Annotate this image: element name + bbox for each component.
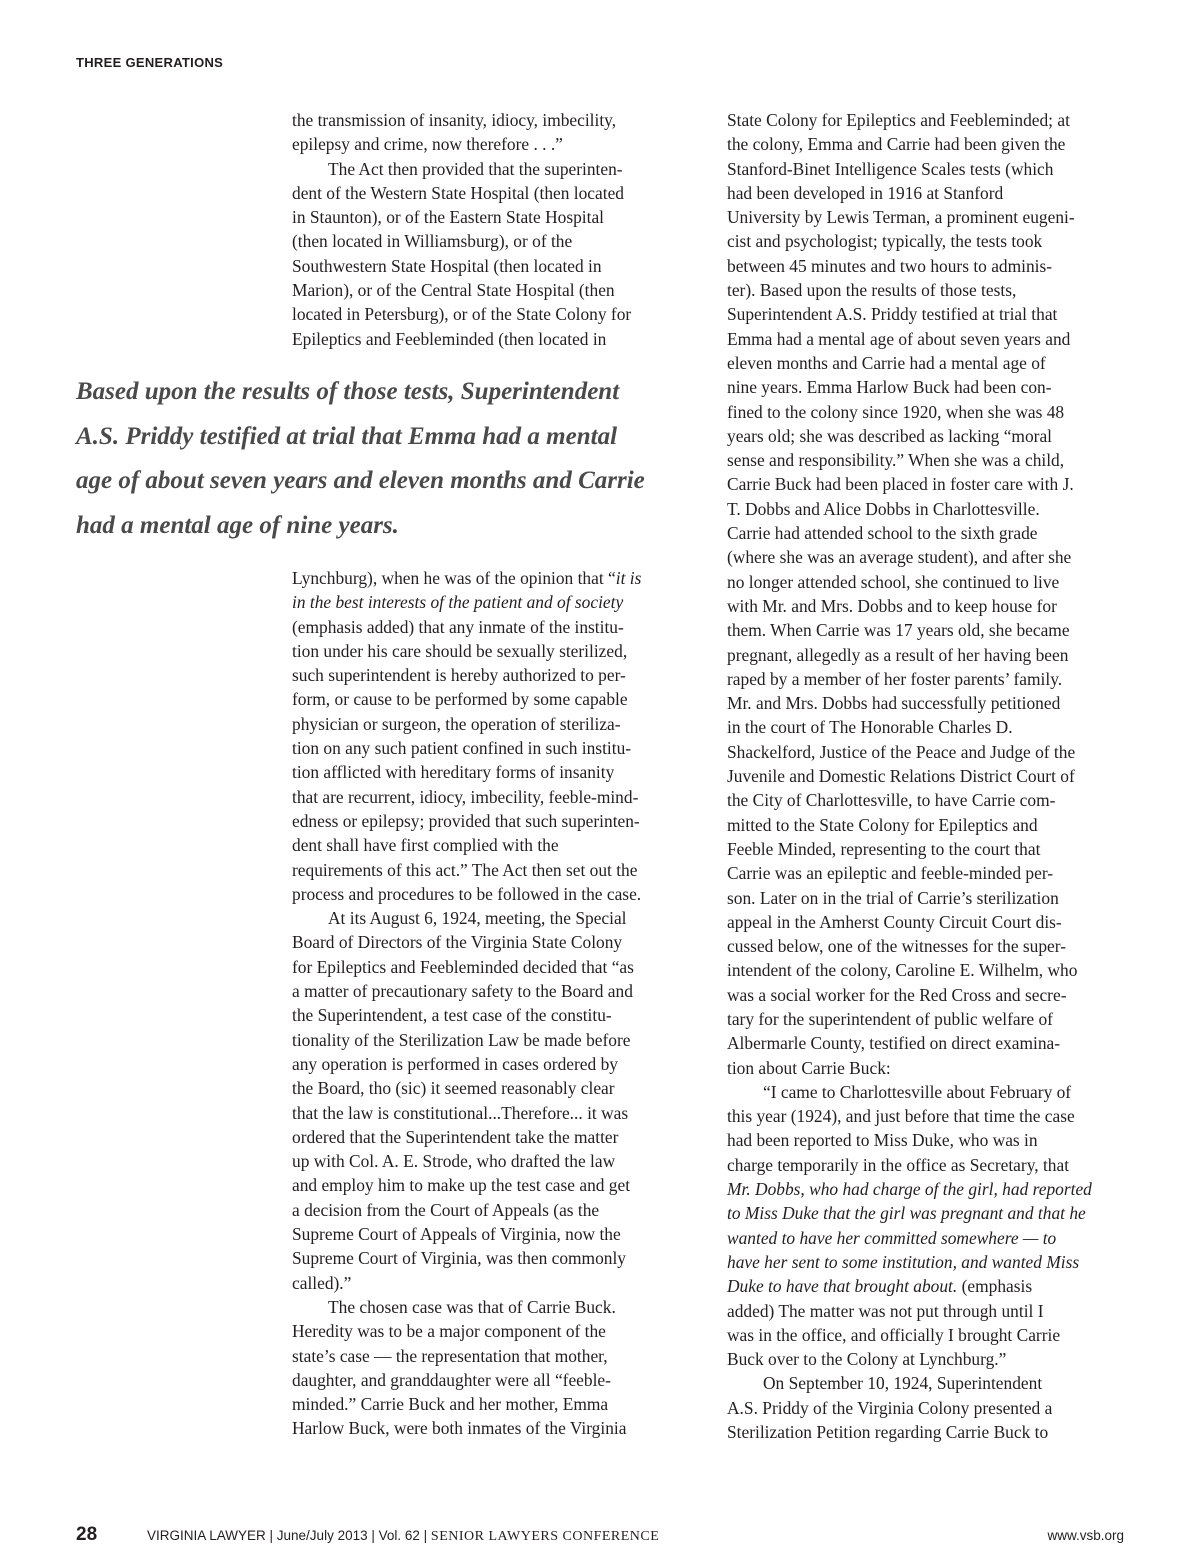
text-segment: Heredity was to be a major component of the [292, 1321, 606, 1342]
text-segment: the City of Charlottesville, to have Carrie com- [727, 790, 1056, 811]
text-segment: Feeble Minded, representing to the court that [727, 838, 1041, 859]
text-line [292, 955, 641, 979]
text-line [727, 813, 1092, 837]
text-line [727, 667, 1092, 691]
text-line [727, 1031, 1092, 1055]
text-segment: was a social worker for the Red Cross and secre- [727, 984, 1067, 1005]
text-line [727, 1153, 1092, 1177]
text-line [292, 1246, 641, 1270]
journal-info [147, 1528, 659, 1545]
text-line [292, 882, 641, 906]
pull-quote-line: Based upon the results of those tests, Superintendent [76, 378, 620, 405]
text-segment: physician or surgeon, the operation of steriliza- [292, 713, 621, 734]
text-line [727, 618, 1092, 642]
text-segment: and employ him to make up the test case and get [292, 1175, 631, 1196]
text-segment: the Board, tho (sic) it seemed reasonably clear [292, 1078, 615, 1099]
text-segment: Board of Directors of the Virginia State Colony [292, 932, 623, 953]
italic-text: Mr. Dobbs, who had charge of the girl, had reported [727, 1179, 1092, 1200]
section-header: THREE GENERATIONS [76, 55, 224, 70]
text-line [292, 1344, 641, 1368]
text-segment: called).” [292, 1272, 352, 1293]
text-line [727, 1201, 1092, 1225]
journal-issue: VIRGINIA LAWYER | June/July 2013 | Vol. 62 | [147, 1528, 431, 1543]
text-line [727, 108, 1092, 132]
page-footer [0, 1524, 1200, 1552]
text-line [292, 712, 641, 736]
text-line [727, 740, 1092, 764]
text-line [727, 764, 1092, 788]
pull-quote [76, 370, 716, 548]
text-segment: was in the office, and officially I brought Carrie [727, 1324, 1061, 1345]
text-line [292, 278, 631, 302]
text-line [292, 1392, 641, 1416]
text-line [727, 229, 1092, 253]
text-segment: tionality of the Sterilization Law be made before [292, 1029, 631, 1050]
text-segment: the transmission of insanity, idiocy, imbecility, [292, 110, 617, 130]
text-line [292, 590, 641, 614]
text-line [292, 1222, 641, 1246]
text-line [292, 205, 631, 229]
text-segment: appeal in the Amherst County Circuit Court dis- [727, 911, 1062, 932]
column-2-text [727, 108, 1092, 1444]
text-line [727, 1177, 1092, 1201]
text-line [727, 886, 1092, 910]
text-segment: Southwestern State Hospital (then located in [292, 255, 602, 276]
text-line [727, 958, 1092, 982]
text-line [727, 375, 1092, 399]
text-segment: a matter of precautionary safety to the Board and [292, 981, 633, 1002]
text-line [292, 108, 631, 132]
text-line [292, 1125, 641, 1149]
text-segment: Epileptics and Feebleminded (then located in [292, 328, 607, 349]
text-segment: mitted to the State Colony for Epileptics and [727, 814, 1038, 835]
text-line [292, 566, 641, 590]
text-line [727, 594, 1092, 618]
text-line [727, 181, 1092, 205]
text-line [727, 837, 1092, 861]
italic-text: Duke to have that brought about. [727, 1276, 958, 1297]
text-line [727, 715, 1092, 739]
text-segment: for Epileptics and Feebleminded decided that “as [292, 956, 634, 977]
text-segment: the colony, Emma and Carrie had been given the [727, 134, 1066, 155]
pull-quote-line: A.S. Priddy testified at trial that Emma had a mental [76, 422, 618, 450]
text-line [292, 327, 631, 351]
text-line [292, 1319, 641, 1343]
text-segment: Carrie Buck had been placed in foster care with J. [727, 474, 1074, 495]
text-segment: Juvenile and Domestic Relations District Court of [727, 766, 1075, 787]
text-segment: sense and responsibility.” When she was a child, [727, 450, 1065, 471]
text-segment: tary for the superintendent of public welfare of [727, 1008, 1053, 1029]
text-segment: daughter, and granddaughter were all “feeble- [292, 1369, 611, 1390]
text-line [727, 910, 1092, 934]
text-segment: no longer attended school, she continued to live [727, 571, 1060, 592]
text-segment: a decision from the Court of Appeals (as the [292, 1199, 600, 1220]
text-line [727, 983, 1092, 1007]
text-segment: The Act then provided that the superinten- [328, 158, 623, 179]
text-line [292, 1003, 641, 1027]
text-segment: added) The matter was not put through until I [727, 1300, 1044, 1321]
text-segment: Albermarle County, testified on direct examina- [727, 1033, 1061, 1054]
text-segment: ter). Based upon the results of those tests, [727, 280, 1017, 301]
text-segment: pregnant, allegedly as a result of her having been [727, 644, 1069, 665]
text-segment: any operation is performed in cases ordered by [292, 1053, 618, 1074]
text-line [727, 205, 1092, 229]
column-1-top-text [292, 108, 631, 351]
italic-text: to Miss Duke that the girl was pregnant and that he [727, 1203, 1086, 1224]
text-segment: “I came to Charlottesville about February of [763, 1081, 1072, 1102]
text-line [292, 157, 631, 181]
text-segment: dent shall have first complied with the [292, 835, 559, 856]
text-line [727, 788, 1092, 812]
text-line [292, 181, 631, 205]
text-line [292, 809, 641, 833]
text-segment: cist and psychologist; typically, the tests took [727, 231, 1043, 252]
text-segment: Buck over to the Colony at Lynchburg.” [727, 1349, 1007, 1370]
text-line [727, 691, 1092, 715]
text-line [727, 1371, 1092, 1395]
text-segment: Carrie was an epileptic and feeble-minded per- [727, 863, 1054, 884]
italic-text: it is [615, 568, 642, 588]
text-line [292, 1295, 641, 1319]
text-line [727, 497, 1092, 521]
text-segment: minded.” Carrie Buck and her mother, Emma [292, 1394, 609, 1415]
text-segment: On September 10, 1924, Superintendent [763, 1373, 1043, 1394]
text-segment: eleven months and Carrie had a mental age of [727, 352, 1046, 373]
text-line [727, 1396, 1092, 1420]
text-segment: State Colony for Epileptics and Feebleminded; at [727, 110, 1070, 130]
text-segment: that the law is constitutional...Therefore... it was [292, 1102, 629, 1123]
pull-quote-line: age of about seven years and eleven months and Carrie [76, 467, 645, 494]
text-segment: raped by a member of her foster parents’ family. [727, 668, 1063, 689]
text-line [292, 785, 641, 809]
text-segment: this year (1924), and just before that time the case [727, 1106, 1075, 1127]
text-line [292, 615, 641, 639]
text-line [727, 861, 1092, 885]
text-segment: Marion), or of the Central State Hospital (then [292, 280, 615, 301]
text-line [292, 930, 641, 954]
text-line [727, 400, 1092, 424]
text-segment: Shackelford, Justice of the Peace and Judge of the [727, 741, 1076, 762]
text-line [292, 1076, 641, 1100]
text-line [727, 1080, 1092, 1104]
text-segment: University by Lewis Terman, a prominent eugeni- [727, 207, 1075, 228]
text-segment: state’s case — the representation that mother, [292, 1345, 608, 1366]
text-line [292, 229, 631, 253]
text-line [292, 1028, 641, 1052]
text-segment: At its August 6, 1924, meeting, the Special [328, 908, 627, 929]
text-line [292, 1052, 641, 1076]
text-line [292, 760, 641, 784]
text-segment: in the court of The Honorable Charles D. [727, 717, 1013, 738]
text-line [292, 687, 641, 711]
text-segment: cussed below, one of the witnesses for the super- [727, 936, 1066, 957]
text-segment: A.S. Priddy of the Virginia Colony presented a [727, 1397, 1053, 1418]
text-segment: Lynchburg), when he was of the opinion that “ [292, 568, 616, 588]
text-segment: the Superintendent, a test case of the constitu- [292, 1005, 612, 1026]
text-line [727, 278, 1092, 302]
text-segment: Harlow Buck, were both inmates of the Virginia [292, 1418, 627, 1439]
text-segment: that are recurrent, idiocy, imbecility, feeble-mind- [292, 786, 639, 807]
text-line [292, 979, 641, 1003]
text-line [727, 1250, 1092, 1274]
text-line [292, 1101, 641, 1125]
text-segment: Supreme Court of Virginia, was then commonly [292, 1248, 627, 1269]
text-line [727, 1056, 1092, 1080]
text-segment: up with Col. A. E. Strode, who drafted the law [292, 1151, 616, 1172]
text-segment: such superintendent is hereby authorized to per- [292, 665, 626, 686]
website-link[interactable]: www.vsb.org [1047, 1528, 1124, 1543]
text-line [727, 643, 1092, 667]
text-line [727, 1420, 1092, 1444]
text-segment: (where she was an average student), and after she [727, 547, 1072, 568]
text-line [292, 302, 631, 326]
text-segment: tion about Carrie Buck: [727, 1057, 891, 1078]
text-segment: requirements of this act.” The Act then set out the [292, 859, 638, 880]
text-segment: tion on any such patient confined in such institu- [292, 738, 632, 759]
text-segment: Carrie had attended school to the sixth grade [727, 523, 1038, 544]
text-segment: had been reported to Miss Duke, who was in [727, 1130, 1038, 1151]
text-segment: (emphasis [957, 1276, 1033, 1297]
text-line [727, 1323, 1092, 1347]
text-segment: Stanford-Binet Intelligence Scales tests (which [727, 158, 1054, 179]
text-line [727, 545, 1092, 569]
text-segment: nine years. Emma Harlow Buck had been con- [727, 377, 1052, 398]
text-line [727, 934, 1092, 958]
text-line [727, 1104, 1092, 1128]
text-line [292, 833, 641, 857]
text-segment: epilepsy and crime, now therefore . . .” [292, 134, 563, 155]
text-segment: charge temporarily in the office as Secretary, that [727, 1154, 1070, 1175]
text-segment: Emma had a mental age of about seven years and [727, 328, 1071, 349]
text-line [292, 906, 641, 930]
text-segment: (emphasis added) that any inmate of the institu- [292, 616, 624, 637]
text-segment: between 45 minutes and two hours to adminis- [727, 255, 1053, 276]
text-segment: Sterilization Petition regarding Carrie Buck to [727, 1422, 1049, 1443]
text-line [292, 639, 641, 663]
text-segment: years old; she was described as lacking “moral [727, 425, 1052, 446]
text-line [727, 254, 1092, 278]
italic-text: wanted to have her committed somewhere — to [727, 1227, 1057, 1248]
pull-quote-line: had a mental age of nine years. [76, 511, 399, 539]
text-segment: fined to the colony since 1920, when she was 48 [727, 401, 1065, 422]
text-line [727, 1128, 1092, 1152]
text-segment: Supreme Court of Appeals of Virginia, now the [292, 1224, 621, 1245]
text-line [727, 1007, 1092, 1031]
text-line [727, 157, 1092, 181]
text-segment: tion afflicted with hereditary forms of insanity [292, 762, 615, 783]
text-line [727, 1347, 1092, 1371]
text-line [292, 1271, 641, 1295]
text-segment: in Staunton), or of the Eastern State Hospital [292, 207, 605, 228]
text-segment: edness or epilepsy; provided that such superinten- [292, 810, 640, 831]
text-line [292, 1149, 641, 1173]
text-segment: had been developed in 1916 at Stanford [727, 182, 1004, 203]
column-1-bottom-text [292, 566, 641, 1441]
text-segment: The chosen case was that of Carrie Buck. [328, 1296, 616, 1317]
text-segment: intendent of the colony, Caroline E. Wilhelm, who [727, 960, 1078, 981]
text-segment: dent of the Western State Hospital (then located [292, 182, 624, 203]
text-line [727, 327, 1092, 351]
italic-text: in the best interests of the patient and of society [292, 592, 624, 613]
text-line [727, 132, 1092, 156]
conference-name: SENIOR LAWYERS CONFERENCE [430, 1529, 660, 1544]
text-segment: them. When Carrie was 17 years old, she became [727, 620, 1070, 641]
text-line [292, 132, 631, 156]
text-line [292, 1368, 641, 1392]
text-segment: (then located in Williamsburg), or of the [292, 231, 573, 252]
text-line [727, 448, 1092, 472]
text-segment: located in Petersburg), or of the State Colony for [292, 304, 632, 325]
text-line [727, 1274, 1092, 1298]
text-segment: process and procedures to be followed in the case. [292, 883, 642, 904]
text-segment: with Mr. and Mrs. Dobbs and to keep house for [727, 595, 1057, 616]
text-segment: Mr. and Mrs. Dobbs had successfully petitioned [727, 693, 1061, 714]
text-line [292, 1416, 641, 1440]
text-segment: son. Later on in the trial of Carrie’s sterilization [727, 887, 1059, 908]
text-line [727, 1226, 1092, 1250]
text-segment: T. Dobbs and Alice Dobbs in Charlottesville. [727, 498, 1040, 519]
text-line [727, 351, 1092, 375]
text-line [727, 472, 1092, 496]
page-number: 28 [76, 1524, 98, 1545]
text-segment: Superintendent A.S. Priddy testified at trial that [727, 304, 1058, 325]
text-line [292, 736, 641, 760]
text-line [727, 424, 1092, 448]
text-line [727, 302, 1092, 326]
text-segment: ordered that the Superintendent take the matter [292, 1126, 619, 1147]
text-line [292, 1198, 641, 1222]
text-line [727, 521, 1092, 545]
text-line [292, 663, 641, 687]
text-line [292, 254, 631, 278]
text-line [727, 570, 1092, 594]
text-segment: tion under his care should be sexually sterilized, [292, 640, 628, 661]
text-line [292, 858, 641, 882]
italic-text: have her sent to some institution, and wanted Miss [727, 1251, 1080, 1272]
text-line [727, 1299, 1092, 1323]
text-line [292, 1173, 641, 1197]
text-segment: form, or cause to be performed by some capable [292, 689, 628, 710]
